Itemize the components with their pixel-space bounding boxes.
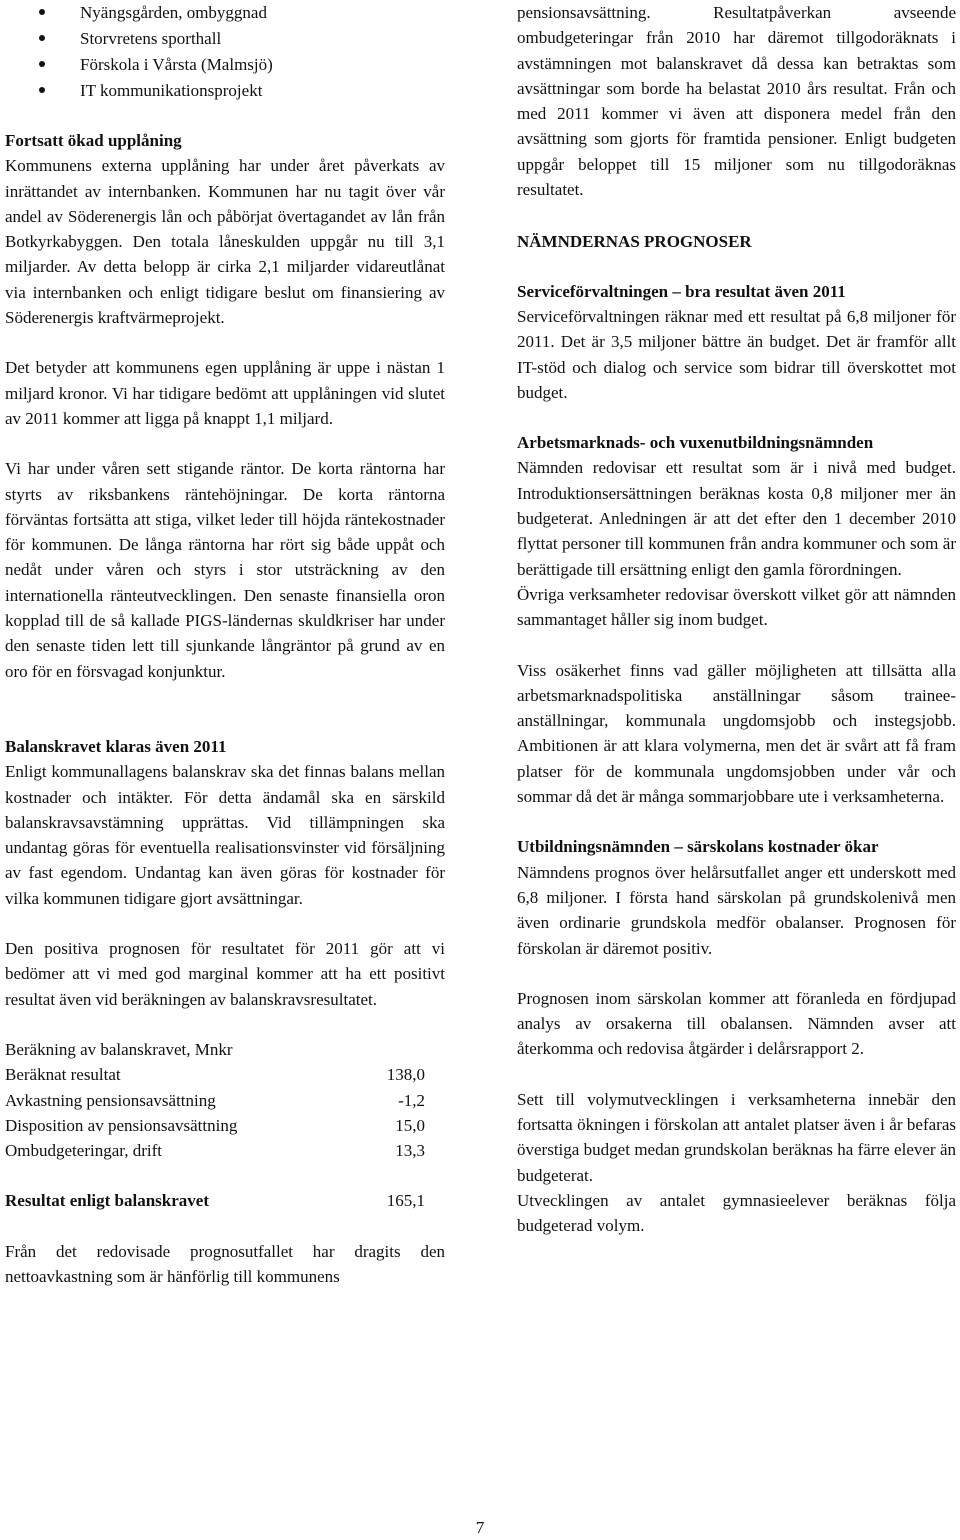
- borrowing-paragraph-2: Det betyder att kommunens egen upplåning är uppe i nästan 1 miljard kronor. Vi har tidigare bedömt att upplåningen vid slutet av 2011 kommer att ligga på knappt 1,1 miljard.: [5, 358, 445, 428]
- calc-label: Avkastning pensionsavsättning: [5, 1090, 216, 1110]
- left-column: [5, 0, 445, 1289]
- final-paragraph: Från det redovisade prognosutfallet har dragits den nettoavkastning som är hänförlig till kommunens: [5, 1241, 445, 1286]
- calc-label: Ombudgeteringar, drift: [5, 1141, 162, 1161]
- borrowing-paragraph-3: Vi har under våren sett stigande räntor. De korta räntorna har styrts av riksbankens räntehöjningar. De korta räntorna förväntas fortsätta att stiga, vilket leder till höjda räntekostnader för kommunen. De långa räntorna har rört sig både uppåt och nedåt under våren och styrs i stor utsträckning av den internationella ränteutvecklingen. Den senaste finansiella oron kopplad till de så kallade PIGS-ländernas skuldkriser har under den senaste tiden lett till sjunkande långräntor på grund av en oro för en försvagad konjunktur.: [5, 459, 445, 681]
- calc-value: -1,2: [398, 1090, 425, 1110]
- calc-value: 13,3: [395, 1141, 425, 1161]
- list-item: Storvretens sporthall: [5, 26, 445, 52]
- calc-total-value: 165,1: [386, 1191, 425, 1211]
- labour-paragraph-1: Nämnden redovisar ett resultat som är i nivå med budget. Introduktionsersättningen beräknas kosta 0,8 miljoner mer än budgeterat. Anledningen är att det efter den 1 december 2010 flyttat personer till kommunen från andra kommuner och som är berättigade till ersättning enligt den gamla förordningen.: [517, 458, 956, 579]
- project-list: [5, 0, 445, 104]
- calc-value: 138,0: [386, 1065, 425, 1085]
- calc-spacer: [366, 1163, 425, 1188]
- balance-paragraph-1: Enligt kommunallagens balanskrav ska det finnas balans mellan kostnader och intäkter. För detta ändamål ska en särskild balanskravsavstämning upprättas. Vid tillämpningen ska undantag göras för eventuella realisationsvinster vid försäljning av fast egendom. Undantag kan även göras för kostnader för vilka kommunen tidigare gjort avsättningar.: [5, 762, 445, 908]
- calc-label: Beräknat resultat: [5, 1065, 121, 1085]
- calc-label: Disposition av pensionsavsättning: [5, 1115, 238, 1135]
- education-paragraph-3: Sett till volymutvecklingen i verksamheterna innebär den fortsatta ökningen i förskolan att antalet platser även i år befaras överstiga budget medan grundskolan beräknas ha färre elever än budgeterat.: [517, 1089, 956, 1185]
- balance-calculation-table: [5, 1062, 425, 1213]
- borrowing-heading: Fortsatt ökad upplåning: [5, 131, 182, 150]
- borrowing-paragraph-1: Kommunens externa upplåning har under året påverkats av inrättandet av internbanken. Kommunen har nu tagit över vår andel av Söderenergis lån och påbörjat övertagandet av lån från Botkyrkabyggen. Den totala låneskulden uppgår nu till 3,1 miljarder. Av detta belopp är cirka 2,1 miljarder vidareutlånat via internbanken och enligt tidigare beslut om finansiering av Söderenergis kraftvärmeprojekt.: [5, 156, 445, 328]
- list-item: Förskola i Vårsta (Malmsjö): [5, 52, 445, 78]
- labour-heading: Arbetsmarknads- och vuxenutbildningsnämnden: [517, 433, 874, 453]
- education-paragraph-4: Utvecklingen av antalet gymnasieelever beräknas följa budgeterad volym.: [517, 1190, 956, 1236]
- labour-paragraph-3: Viss osäkerhet finns vad gäller möjligheten att tillsätta alla arbetsmarknadspolitiska anställningar såsom trainee-anställningar, kommunala ungdomsjobb och instegsjobb. Ambitionen är att klara volymerna, men det är svårt att få fram platser för de kommunala ungdomsjobben under vår och sommar då det är många sommarjobbare ute i verksamheterna.: [517, 660, 956, 807]
- balance-paragraph-2: Den positiva prognosen för resultatet för 2011 gör att vi bedömer att vi med god marginal kommer att ha ett positivt resultat även vid beräkningen av balanskravsresultatet.: [5, 939, 445, 1009]
- labour-paragraph-2: Övriga verksamheter redovisar överskott vilket gör att nämnden sammantaget håller sig inom budget.: [517, 584, 956, 630]
- list-item: IT kommunikationsprojekt: [5, 78, 445, 104]
- education-paragraph-1: Nämndens prognos över helårsutfallet anger ett underskott med 6,8 miljoner. I första hand särskolan på grundskolenivå men även ordinarie grundskola medför obalanser. Prognosen för förskolan är däremot positiv.: [517, 862, 956, 958]
- table-row: [5, 1062, 425, 1087]
- balance-heading: Balanskravet klaras även 2011: [5, 736, 227, 756]
- right-column: [517, 0, 956, 1238]
- calc-total-label: Resultat enligt balanskravet: [5, 1191, 209, 1211]
- table-row: [5, 1113, 425, 1138]
- table-total-row: [5, 1188, 425, 1213]
- education-heading: Utbildningsnämnden – särskolans kostnader ökar: [517, 837, 879, 857]
- forecast-heading: NÄMNDERNAS PROGNOSER: [517, 232, 752, 252]
- calc-value: 15,0: [395, 1115, 425, 1135]
- education-paragraph-2: Prognosen inom särskolan kommer att föranleda en fördjupad analys av orsakerna till obalansen. Nämnden avser att återkomma och redovisa åtgärder i delårsrapport 2.: [517, 988, 956, 1059]
- page-number: 7: [475, 1518, 485, 1537]
- continuation-paragraph: pensionsavsättning. Resultatpåverkan avseende ombudgeteringar från 2010 har däremot tillgodoräknats i avstämningen mot balanskravet då dessa kan betraktas som avsättningar som borde ha belastat 2010 års resultat. Från och med 2011 kommer vi även att disponera medel från den avsättning som gjorts för framtida pensioner. Enligt budgeten uppgår beloppet till 15 miljoner som nu tillgodoräknas resultatet.: [517, 3, 956, 200]
- calc-title: Beräkning av balanskravet, Mnkr: [5, 1039, 233, 1059]
- table-row: [5, 1138, 425, 1163]
- calc-spacer: [5, 1163, 366, 1188]
- service-paragraph: Serviceförvaltningen räknar med ett resultat på 6,8 miljoner för 2011. Det är 3,5 miljoner bättre än budget. Det är framför allt IT-stöd och dialog och service som bidrar till överskottet mot budget.: [517, 306, 956, 402]
- list-item: Nyängsgården, ombyggnad: [5, 0, 445, 26]
- table-row: [5, 1163, 425, 1188]
- service-heading: Serviceförvaltningen – bra resultat även 2011: [517, 281, 846, 301]
- table-row: [5, 1088, 425, 1113]
